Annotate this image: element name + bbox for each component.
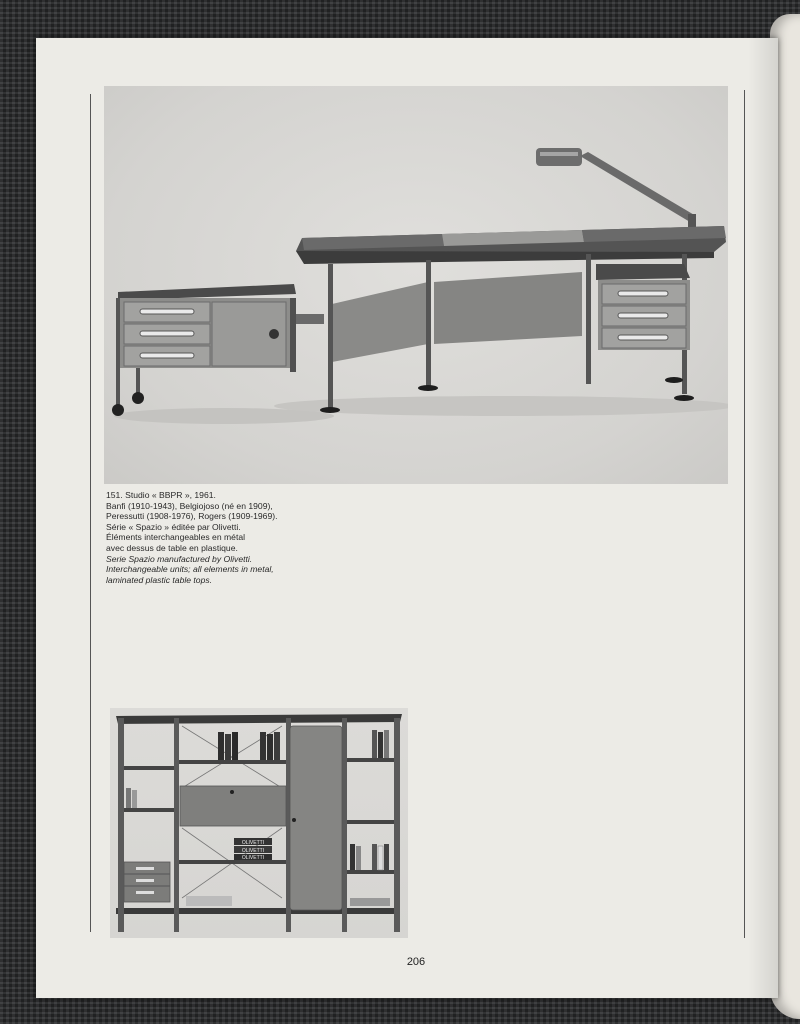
left-cabinet-top — [118, 284, 296, 300]
desk-photo — [104, 86, 728, 484]
lamp-head — [536, 148, 582, 166]
book-label: OLIVETTI — [241, 855, 265, 861]
page-number: 206 — [406, 956, 426, 968]
desk-illustration — [104, 86, 728, 484]
caption-line: avec dessus de table en plastique. — [106, 542, 238, 553]
caption-english-line: laminated plastic table tops. — [106, 574, 213, 585]
modesty-panel-left — [332, 282, 428, 362]
shelving-photo — [110, 708, 408, 938]
caption-line: Éléments interchangeables en métal — [106, 532, 246, 543]
modesty-panel-right — [434, 272, 582, 344]
book-label: OLIVETTI — [241, 840, 265, 846]
right-margin-rule — [744, 90, 745, 938]
book-label: OLIVETTI — [241, 848, 265, 854]
photo-caption — [106, 490, 406, 585]
caption-line: Peressutti (1908-1976), Rogers (1909-1969). — [106, 511, 278, 522]
caption-english-line: Interchangeable units; all elements in metal, — [106, 564, 274, 575]
book-page — [36, 38, 778, 998]
caption-line: Série « Spazio » éditée par Olivetti. — [106, 521, 241, 532]
caption-line: Banfi (1910-1943), Belgiojoso (né en 1909), — [106, 500, 273, 511]
lamp-arm — [580, 152, 696, 222]
left-margin-rule — [90, 94, 91, 932]
shelving-illustration — [110, 708, 408, 938]
right-pedestal-top — [596, 264, 690, 280]
caption-line: 151. Studio « BBPR », 1961. — [106, 490, 216, 500]
caption-english-line: Serie Spazio manufactured by Olivetti. — [106, 553, 253, 564]
